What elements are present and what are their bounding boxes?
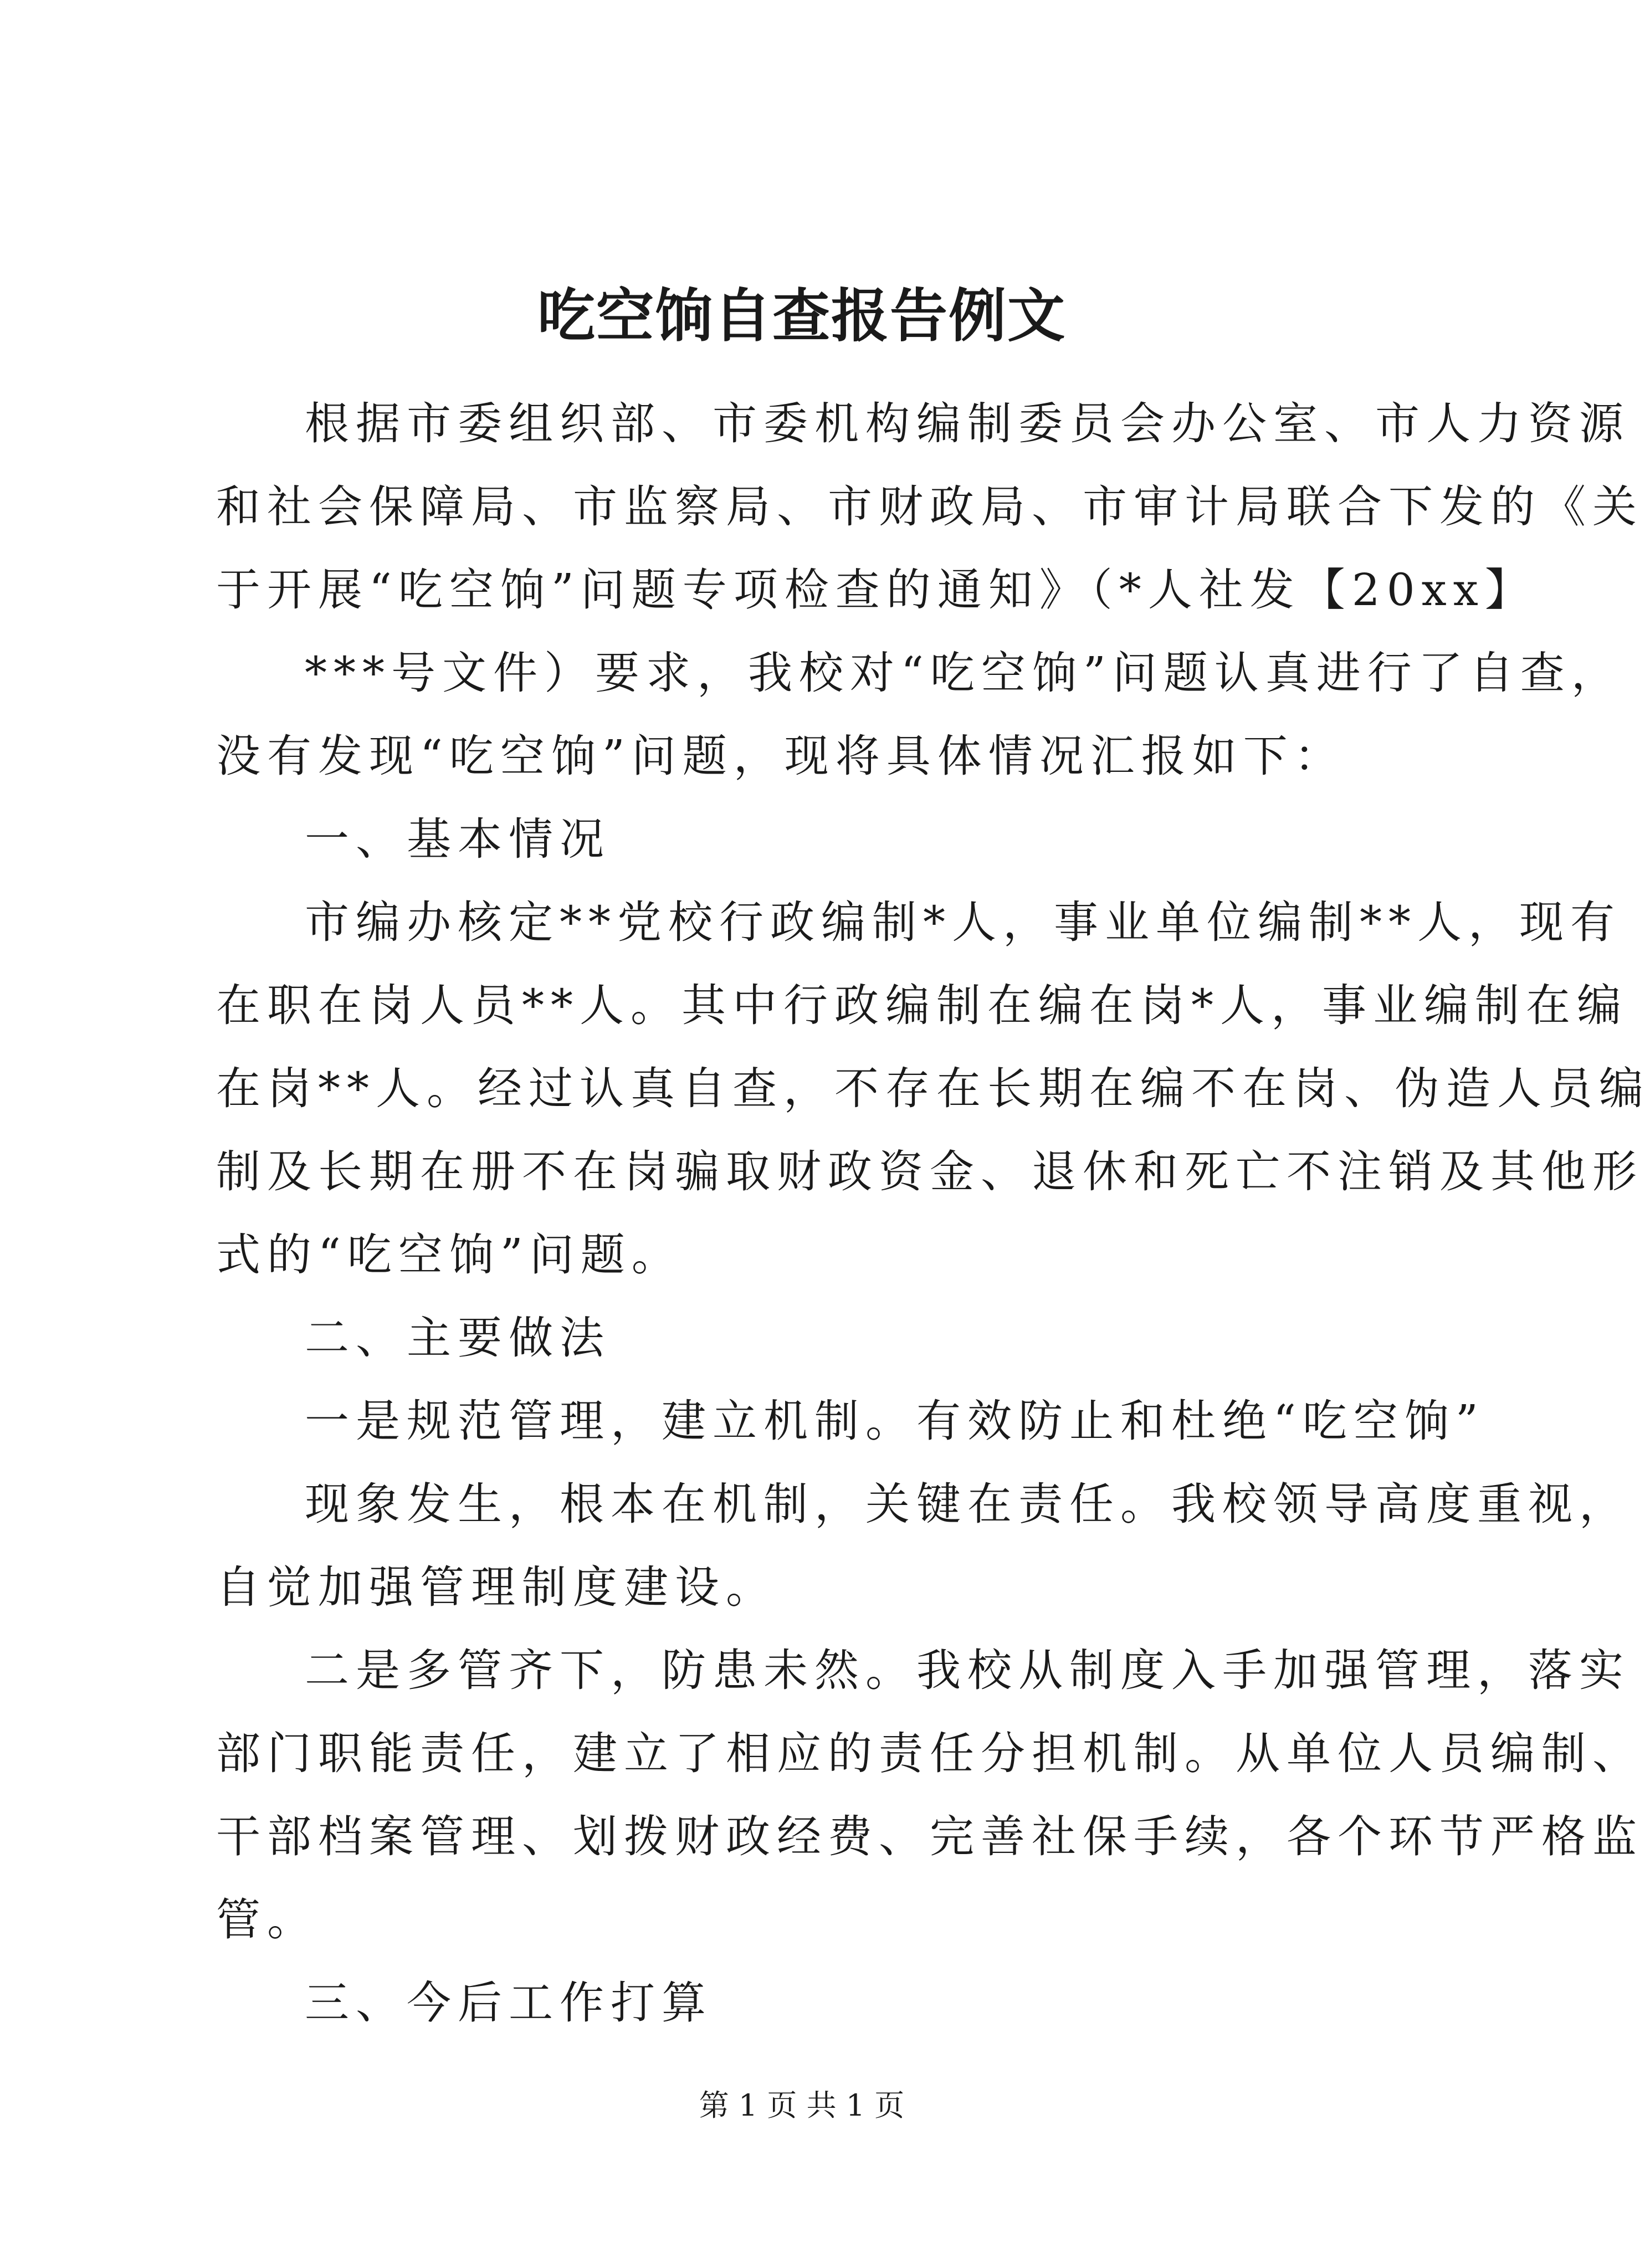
section-heading-basic: 一、基本情况 <box>305 813 611 865</box>
text-line-13: 一是规范管理，建立机制。有效防止和杜绝“吃空饷” <box>305 1395 1485 1447</box>
text-line-17: 部门职能责任，建立了相应的责任分担机制。从单位人员编制、 <box>216 1728 1643 1779</box>
text-line-1: 根据市委组织部、市委机构编制委员会办公室、市人力资源 <box>305 398 1630 449</box>
text-line-18: 干部档案管理、划拨财政经费、完善社保手续，各个环节严格监 <box>216 1811 1643 1862</box>
text-line-14: 现象发生，根本在机制，关键在责任。我校领导高度重视， <box>305 1478 1630 1530</box>
text-line-10: 制及长期在册不在岗骗取财政资金、退休和死亡不注销及其他形 <box>216 1146 1643 1197</box>
document-body <box>216 382 1650 2045</box>
text-line-4: ***号文件）要求，我校对“吃空饷”问题认真进行了自查， <box>305 647 1622 699</box>
section-heading-plans: 三、今后工作打算 <box>305 1977 713 2029</box>
text-line-16: 二是多管齐下，防患未然。我校从制度入手加强管理，落实 <box>305 1645 1630 1696</box>
section-heading-methods: 二、主要做法 <box>305 1312 611 1364</box>
text-line-9: 在岗**人。经过认真自查，不存在长期在编不在岗、伪造人员编 <box>216 1063 1650 1114</box>
text-line-15: 自觉加强管理制度建设。 <box>216 1562 777 1613</box>
text-line-11: 式的“吃空饷”问题。 <box>216 1229 683 1281</box>
text-line-7: 市编办核定**党校行政编制*人，事业单位编制**人，现有 <box>305 897 1621 948</box>
text-line-3: 于开展“吃空饷”问题专项检查的通知》（*人社发【20xx】 <box>216 564 1536 616</box>
document-title: 吃空饷自查报告例文 <box>537 281 1066 350</box>
text-line-8: 在职在岗人员**人。其中行政编制在编在岗*人，事业编制在编 <box>216 980 1628 1031</box>
page-footer: 第 1 页 共 1 页 <box>699 2088 905 2123</box>
text-line-19: 管。 <box>216 1894 318 1946</box>
text-line-2: 和社会保障局、市监察局、市财政局、市审计局联合下发的《关 <box>216 481 1643 533</box>
text-line-5: 没有发现“吃空饷”问题，现将具体情况汇报如下： <box>216 730 1345 782</box>
